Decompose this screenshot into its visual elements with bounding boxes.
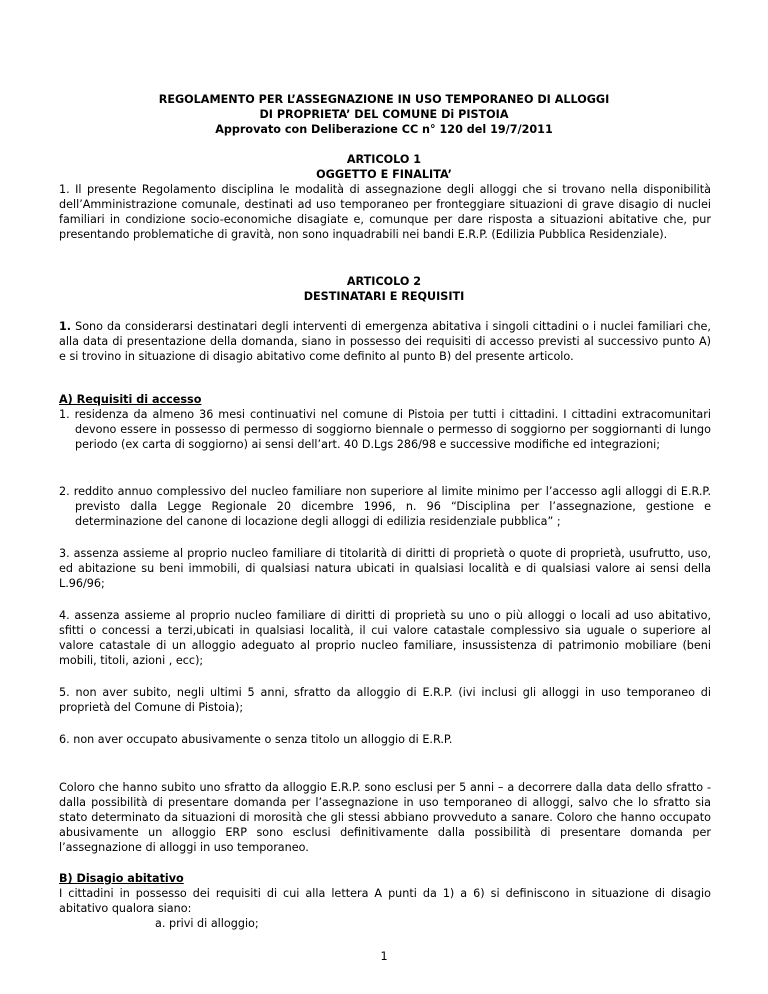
section-b-title: B) Disagio abitativo	[59, 872, 184, 885]
closing-paragraph: Coloro che hanno subito uno sfratto da alloggio E.R.P. sono esclusi per 5 anni – a decorrere dalla data dello sfratto - dalla possibilità di presentare domanda per l’assegnazione in uso temporaneo di alloggi, salvo che lo sfratto sia stato determinato da situazioni di morosità che gli stessi abbiano provveduto a sanare. Coloro che hanno occupato abusivamente un alloggio ERP sono esclusi definitivamente dalla possibilità di presentare domanda per l’assegnazione di alloggi in uso temporaneo.	[59, 781, 711, 854]
article-2-number: ARTICOLO 2	[346, 275, 422, 288]
article-2-heading	[0, 274, 768, 304]
article-2-intro-paragraph	[59, 319, 711, 364]
header-line-1: REGOLAMENTO PER L’ASSEGNAZIONE IN USO TEMPORANEO DI ALLOGGI	[158, 93, 610, 106]
section-b-text: I cittadini in possesso dei requisiti di cui alla lettera A punti da 1) a 6) si definiscono in situazione di disagio abitativo qualora siano:	[59, 887, 711, 915]
article-1-title: OGGETTO E FINALITA’	[316, 168, 452, 181]
requisito-5: 5. non aver subito, negli ultimi 5 anni, sfratto da alloggio di E.R.P. (ivi inclusi gli alloggi in uso temporaneo di proprietà del Comune di Pistoia);	[59, 686, 711, 714]
requisito-1: 1. residenza da almeno 36 mesi continuativi nel comune di Pistoia per tutti i cittadini. I cittadini extracomunitari devono essere in possesso di permesso di soggiorno biennale o permesso di soggiorno per soggiornanti di lungo periodo (ex carta di soggiorno) ai sensi dell’art. 40 D.Lgs 286/98 e successive modifiche ed integrazioni;	[59, 408, 711, 451]
article-2-intro-text: Sono da considerarsi destinatari degli interventi di emergenza abitativa i singoli cittadini o i nuclei familiari che, alla data di presentazione della domanda, siano in possesso dei requisiti di accesso previsti al successivo punto A) e si trovino in situazione di disagio abitativo come definito al punto B) del presente articolo.	[59, 320, 711, 363]
requisito-4: 4. assenza assieme al proprio nucleo familiare di diritti di proprietà su uno o più alloggi o locali ad uso abitativo, sfitti o concessi a terzi,ubicati in qualsiasi località, il cui valore catastale complessivo sia uguale o superiore al valore catastale di un alloggio adeguato al proprio nucleo familiare, insussistenza di patrimonio mobiliare (beni mobili, titoli, azioni , ecc);	[59, 609, 711, 667]
requisito-2-block	[59, 484, 711, 529]
requisito-6: 6. non aver occupato abusivamente o senza titolo un alloggio di E.R.P.	[59, 733, 453, 746]
header-line-3: Approvato con Deliberazione CC n° 120 del 19/7/2011	[215, 123, 553, 136]
requisito-3: 3. assenza assieme al proprio nucleo familiare di titolarità di diritti di proprietà o quote di proprietà, usufrutto, uso, ed abitazione su beni immobili, di qualsiasi natura ubicati in qualsiasi località e di qualsiasi valore ai sensi della L.96/96;	[59, 547, 711, 590]
article-1-text: 1. Il presente Regolamento disciplina le modalità di assegnazione degli alloggi che si trovano nella disponibilità dell’Amministrazione comunale, destinati ad uso temporaneo per fronteggiare situazioni di grave disagio di nuclei familiari in condizione socio-economiche disagiate e, comunque per dare risposta a situazioni abitative che, pur presentando problematiche di gravità, non sono inquadrabili nei bandi E.R.P. (Edilizia Pubblica Residenziale).	[59, 183, 711, 241]
article-1-body	[59, 182, 711, 242]
article-2-intro-number: 1.	[59, 320, 72, 333]
requisito-6-block	[59, 732, 711, 747]
section-b	[59, 871, 711, 931]
section-a	[59, 392, 711, 452]
article-1-heading	[0, 152, 768, 182]
document-header	[0, 92, 768, 137]
header-line-2: DI PROPRIETA’ DEL COMUNE Di PISTOIA	[259, 108, 509, 121]
requisito-4-block	[59, 608, 711, 668]
page-number: 1	[380, 950, 388, 963]
section-b-item-a: a. privi di alloggio;	[155, 917, 259, 930]
article-2-intro	[59, 319, 711, 364]
requisito-5-block	[59, 685, 711, 715]
section-a-title: A) Requisiti di accesso	[59, 393, 202, 406]
requisito-3-block	[59, 546, 711, 591]
article-2-title: DESTINATARI E REQUISITI	[303, 290, 465, 303]
article-1-number: ARTICOLO 1	[346, 153, 422, 166]
requisito-2: 2. reddito annuo complessivo del nucleo familiare non superiore al limite minimo per l’accesso agli alloggi di E.R.P. previsto dalla Legge Regionale 20 dicembre 1996, n. 96 “Disciplina per l’assegnazione, gestione e determinazione del canone di locazione degli alloggi di edilizia residenziale pubblica” ;	[59, 485, 711, 528]
closing-paragraph-block	[59, 780, 711, 855]
